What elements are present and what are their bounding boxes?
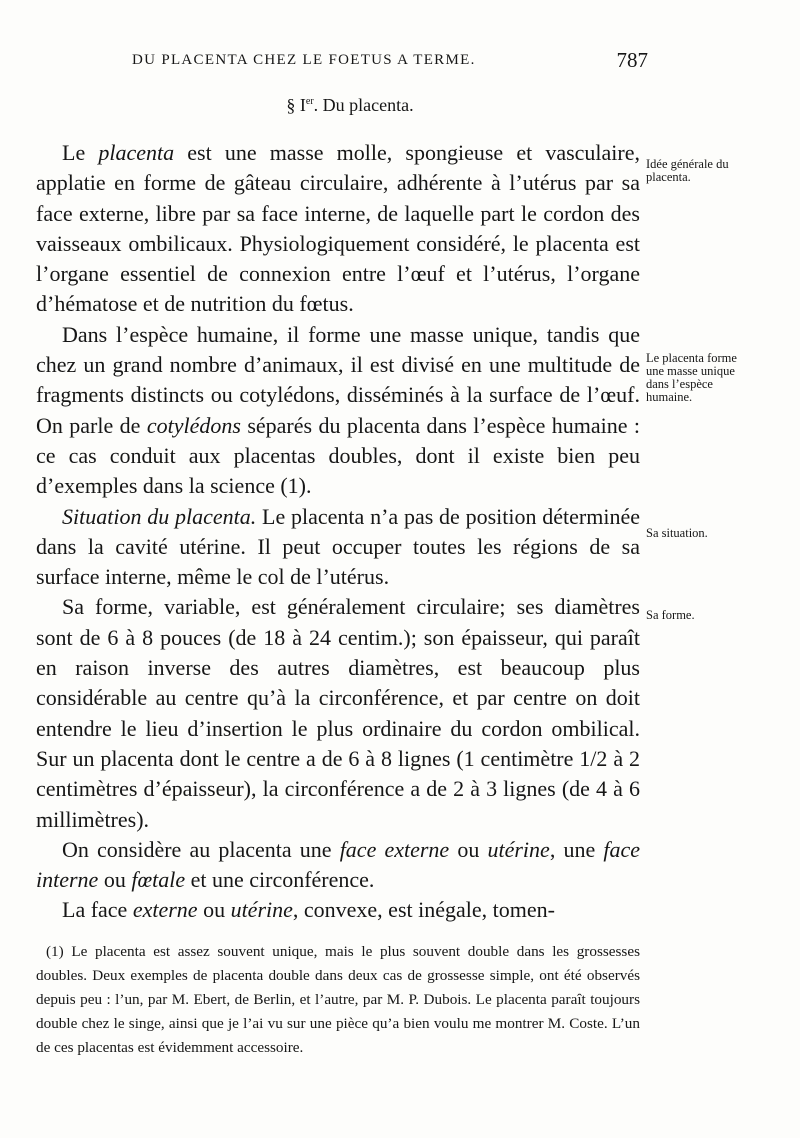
margin-note-forme: Sa forme. xyxy=(646,608,695,622)
emphasis-run: face externe xyxy=(339,836,450,862)
text-run: séparés du placenta dans l’espèce humaine : ce cas conduit aux placentas doubles, dont il existe bien peu d’exemples dans la science (1). xyxy=(36,412,640,499)
emphasis-run: Situation du placenta. xyxy=(62,503,257,529)
text-run: , une xyxy=(549,836,604,862)
section-superscript: er xyxy=(305,96,314,107)
emphasis-run: utérine xyxy=(230,897,293,923)
text-run: Dans l’espèce humaine, il forme une masse unique, tandis que chez un grand nombre d’animaux, il est divisé en une multitude de fragments distincts ou cotylédons, disséminés à la surface de l’œuf. On parle de xyxy=(36,321,640,438)
text-run: ou xyxy=(98,867,132,893)
text-run: On considère au placenta une xyxy=(62,836,340,862)
margin-note-unique: Le placenta forme une masse unique dans l’espèce humaine. xyxy=(646,351,737,404)
section-heading xyxy=(200,95,500,116)
paragraph-external-face xyxy=(36,895,640,925)
text-run: Le xyxy=(62,140,99,165)
emphasis-run: fœtale xyxy=(131,867,186,893)
text-run: La face xyxy=(62,897,133,923)
emphasis-run: externe xyxy=(132,897,198,923)
page-number: 787 xyxy=(616,48,648,72)
header-title: DU PLACENTA CHEZ LE FOETUS A TERME. xyxy=(132,52,476,68)
text-run: ou xyxy=(449,836,488,862)
margin-note-situation: Sa situation. xyxy=(646,526,708,540)
text-run: ou xyxy=(197,897,231,923)
text-run: Le placenta n’a pas de position déterminée dans la cavité utérine. Il peut occuper toutes les régions de sa surface interne, même le col de l’utérus. xyxy=(36,503,640,590)
section-title: . Du placenta. xyxy=(313,95,414,115)
text-run: , convexe, est inégale, tomen- xyxy=(292,897,555,923)
margin-note-general: Idée générale du placenta. xyxy=(646,157,729,184)
paragraph-situation xyxy=(36,502,640,593)
paragraph-form: Sa forme, variable, est généralement circulaire; ses diamètres sont de 6 à 8 pouces (de 18 à 24 centim.); son épaisseur, qui paraît en raison inverse des autres diamètres, est beaucoup plus considérable au centre qu’à la circonférence, et par centre on doit entendre le lieu d’insertion le plus ordinaire du cordon ombilical. Sur un placenta dont le centre a de 6 à 8 lignes (1 centimètre 1/2 à 2 centimètres d’épaisseur), la circonférence a de 2 à 3 lignes (de 4 à 6 millimètres). xyxy=(36,594,640,832)
section-symbol: § I xyxy=(286,95,306,115)
footnotes xyxy=(36,940,640,1060)
paragraph-definition xyxy=(36,138,640,320)
text-run: et une circonférence. xyxy=(185,867,375,893)
emphasis-run: face interne xyxy=(36,836,641,893)
emphasis-run: cotylédons xyxy=(146,412,241,438)
text-run: est une masse molle, spongieuse et vasculaire, applatie en forme de gâteau circulaire, adhérente à l’utérus par sa face externe, libre par sa face interne, de laquelle part le cordon des vaisseaux ombilicaux. Physiologiquement considéré, le placenta est l’organe essentiel de connexion entre l’œuf et l’utérus, l’organe d’hématose et de nutrition du fœtus. xyxy=(36,140,641,317)
emphasis-run: placenta xyxy=(98,140,175,165)
emphasis-run: utérine xyxy=(487,836,550,862)
paragraph-unique-mass xyxy=(36,320,640,502)
main-text xyxy=(36,138,640,926)
footnote-1: (1) Le placenta est assez souvent unique, mais le plus souvent double dans les grossesses doubles. Deux exemples de placenta double dans deux cas de grossesse simple, ont été observés depuis peu : l’un, par M. Ebert, de Berlin, et l’autre, par M. P. Dubois. Le placenta paraît toujours double chez le singe, ainsi que je l’ai vu sur une pièce qu’a bien voulu me montrer M. Coste. L’un de ces placentas est évidemment accessoire. xyxy=(36,943,640,1056)
paragraph-faces xyxy=(36,835,640,896)
